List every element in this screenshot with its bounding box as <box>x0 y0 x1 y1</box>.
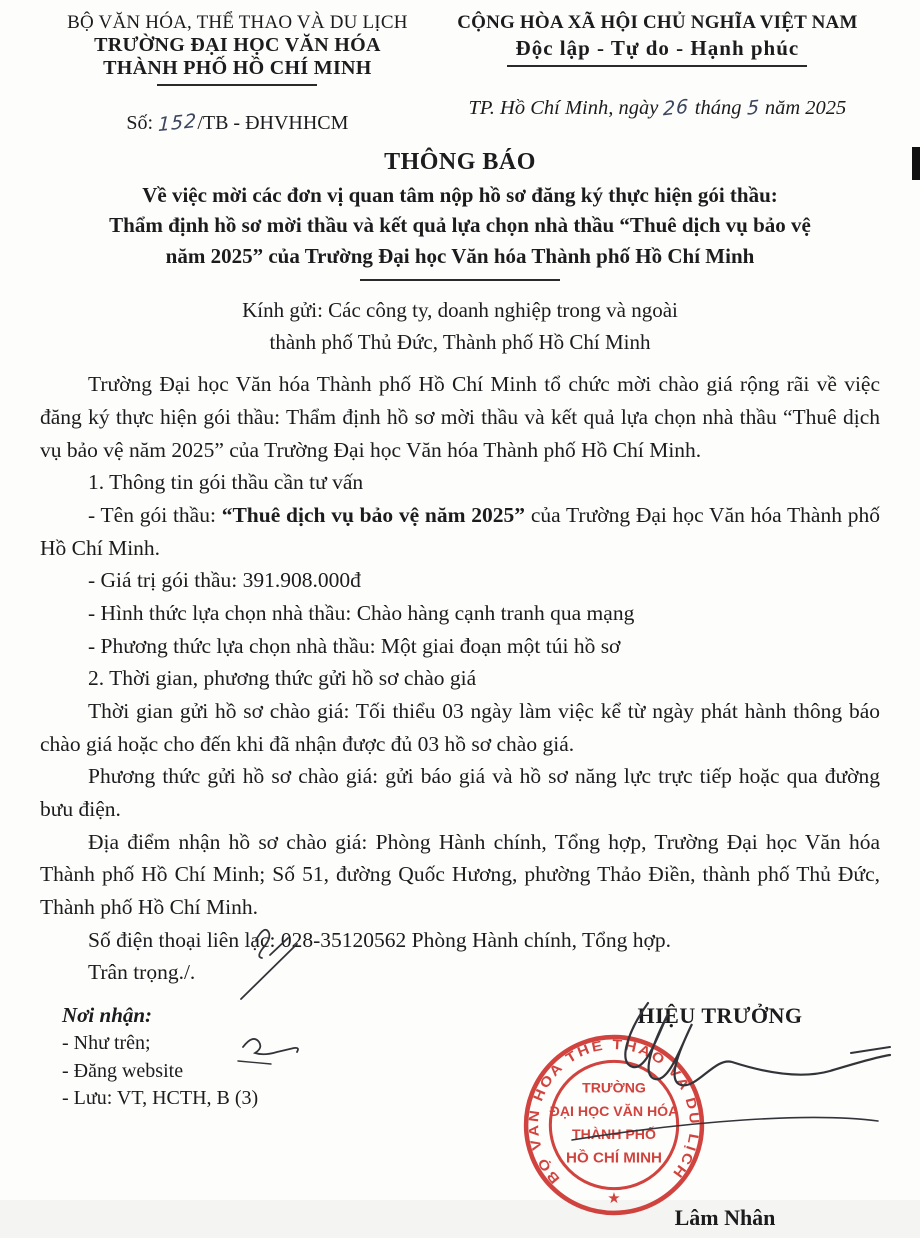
seal-center-line1: TRƯỜNG <box>582 1079 646 1096</box>
recipient-item: - Như trên; <box>62 1032 151 1055</box>
republic-name: CỘNG HÒA XÃ HỘI CHỦ NGHĨA VIỆT NAM <box>457 12 858 33</box>
date-prefix: TP. Hồ Chí Minh, ngày <box>468 97 664 119</box>
paragraph-phone: Số điện thoại liên lạc: 028-35120562 Phòng Hành chính, Tổng hợp. <box>88 927 672 952</box>
salutation <box>40 295 880 358</box>
section2-heading: 2. Thời gian, phương thức gửi hồ sơ chào giá <box>88 666 477 691</box>
item1-package-title: “Thuê dịch vụ bảo vệ năm 2025” <box>221 503 526 527</box>
national-motto-block <box>435 12 880 135</box>
date-suffix: năm 2025 <box>759 97 847 119</box>
seal-star-icon: ★ <box>607 1189 621 1207</box>
closing-line: Trân trọng./. <box>88 960 196 985</box>
signer-name: Lâm Nhân <box>674 1205 776 1231</box>
scan-artifact-bar <box>912 147 920 180</box>
document-body <box>40 368 880 989</box>
date-mid: tháng <box>689 97 747 119</box>
item-package-value: - Giá trị gói thầu: 391.908.000đ <box>88 568 361 593</box>
section1-heading: 1. Thông tin gói thầu cần tư vấn <box>88 470 364 495</box>
ministry-name: BỘ VĂN HÓA, THỂ THAO VÀ DU LỊCH <box>67 12 408 33</box>
item1-suffix: của Trường Đại học Văn hóa Thành phố Hồ Chí Minh. <box>40 503 880 560</box>
paragraph-intro: Trường Đại học Văn hóa Thành phố Hồ Chí Minh tổ chức mời chào giá rộng rãi về việc đăng ký thực hiện gói thầu: Thẩm định hồ sơ mời thầu và kết quả lựa chọn nhà thầu “Thuê dịch vụ bảo vệ năm 2025” của Trường Đại học Văn hóa Thành phố Hồ Chí Minh. <box>40 372 880 462</box>
recipients-heading: Nơi nhận: <box>62 1003 153 1028</box>
salutation-line2: thành phố Thủ Đức, Thành phố Hồ Chí Minh <box>269 329 651 354</box>
seal-center-line4: HỒ CHÍ MINH <box>566 1149 662 1167</box>
title-block <box>40 149 880 281</box>
paragraph-time: Thời gian gửi hồ sơ chào giá: Tối thiểu 03 ngày làm việc kể từ ngày phát hành thông báo chào giá hoặc cho đến khi đã nhận được đủ 03 hồ sơ chào giá. <box>40 699 880 756</box>
recipient-item: - Đăng website <box>62 1059 184 1082</box>
title-rule <box>360 279 560 281</box>
doc-number-handwritten: 152 <box>157 109 198 137</box>
document-header <box>40 12 880 135</box>
subtitle-line1: Về việc mời các đơn vị quan tâm nộp hồ sơ đăng ký thực hiện gói thầu: <box>142 183 778 207</box>
motto: Độc lập - Tự do - Hạnh phúc <box>515 36 800 60</box>
paragraph-location: Địa điểm nhận hồ sơ chào giá: Phòng Hành chính, Tổng hợp, Trường Đại học Văn hóa Thành phố Hồ Chí Minh; Số 51, đường Quốc Hương, phường Thảo Điền, thành phố Thủ Đức, Thành phố Hồ Chí Minh. <box>40 829 880 920</box>
date-month-handwritten: 5 <box>746 96 761 120</box>
recipient-item: - Lưu: VT, HCTH, B (3) <box>62 1087 259 1110</box>
recipients-block <box>62 1001 258 1113</box>
left-header-rule <box>157 84 317 86</box>
document-title: THÔNG BÁO <box>384 149 536 175</box>
subtitle-line3: năm 2025” của Trường Đại học Văn hóa Thành phố Hồ Chí Minh <box>165 243 755 268</box>
seal-center-line3: THÀNH PHỐ <box>572 1126 656 1143</box>
date-line <box>435 97 880 120</box>
salutation-line1: Kính gửi: Các công ty, doanh nghiệp trong và ngoài <box>242 298 678 323</box>
university-name-line1: TRƯỜNG ĐẠI HỌC VĂN HÓA <box>94 34 381 56</box>
paragraph-method: Phương thức gửi hồ sơ chào giá: gửi báo giá và hồ sơ năng lực trực tiếp hoặc qua đường bưu điện. <box>40 764 880 822</box>
seal-ring-text: BỘ VĂN HÓA THỂ THAO VÀ DU LỊCH <box>526 1037 702 1187</box>
item-selection-form: - Hình thức lựa chọn nhà thầu: Chào hàng cạnh tranh qua mạng <box>88 601 635 626</box>
date-day-handwritten: 26 <box>663 95 690 121</box>
university-name-line2: THÀNH PHỐ HỒ CHÍ MINH <box>103 57 372 79</box>
document-footer <box>40 993 880 1238</box>
document-subtitle <box>40 180 880 271</box>
signer-title: HIỆU TRƯỞNG <box>637 1003 803 1029</box>
doc-number-suffix: /TB - ĐHVHHCM <box>197 112 349 134</box>
subtitle-line2: Thẩm định hồ sơ mời thầu và kết quả lựa chọn nhà thầu “Thuê dịch vụ bảo vệ <box>109 213 811 238</box>
doc-number-label: Số: <box>126 112 159 134</box>
item-package-name <box>40 499 880 564</box>
seal-center-line2: ĐẠI HỌC VĂN HÓA <box>549 1102 679 1119</box>
item1-prefix: - Tên gói thầu: <box>88 503 222 527</box>
document-number <box>40 109 435 137</box>
official-seal <box>518 1029 710 1221</box>
item-selection-method: - Phương thức lựa chọn nhà thầu: Một giai đoạn một túi hồ sơ <box>88 633 621 658</box>
issuing-agency-block <box>40 12 435 135</box>
right-header-rule <box>507 65 807 67</box>
